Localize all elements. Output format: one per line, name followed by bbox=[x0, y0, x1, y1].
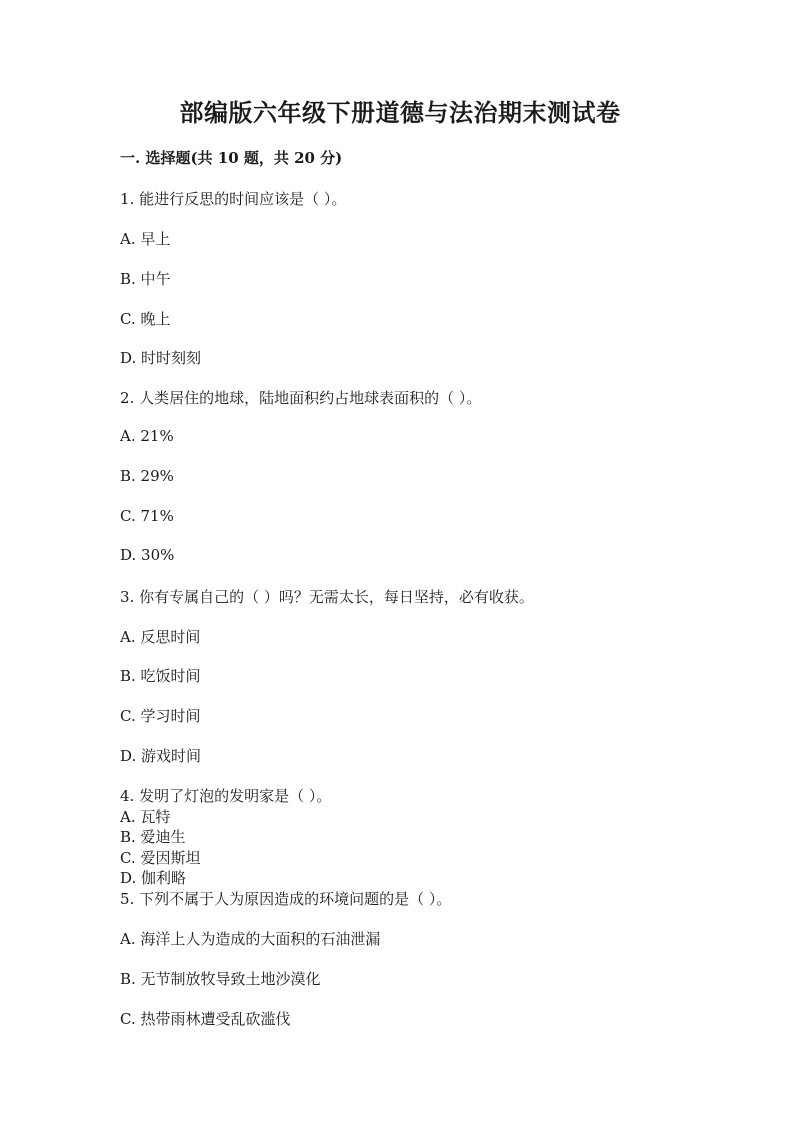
question-5-option-b: B. 无节制放牧导致土地沙漠化 bbox=[120, 970, 321, 988]
question-4-option-c: C. 爱因斯坦 bbox=[120, 849, 201, 867]
question-4-option-d: D. 伽利略 bbox=[120, 869, 187, 887]
question-3-option-d: D. 游戏时间 bbox=[120, 747, 202, 765]
question-4-option-a: A. 瓦特 bbox=[120, 808, 171, 826]
question-3-stem: 3. 你有专属自己的（ ）吗？无需太长，每日坚持，必有收获。 bbox=[120, 588, 534, 606]
question-2-option-a: A. 21% bbox=[120, 427, 174, 445]
page-title: 部编版六年级下册道德与法治期末测试卷 bbox=[179, 98, 621, 127]
question-5-stem: 5. 下列不属于人为原因造成的环境问题的是（ ）。 bbox=[120, 890, 452, 908]
question-3-option-c: C. 学习时间 bbox=[120, 707, 201, 725]
question-5-option-a: A. 海洋上人为造成的大面积的石油泄漏 bbox=[120, 930, 381, 948]
question-2-option-d: D. 30% bbox=[120, 546, 175, 564]
question-1-option-a: A. 早上 bbox=[120, 230, 171, 248]
question-4-option-b: B. 爱迪生 bbox=[120, 828, 186, 846]
question-1-stem: 1. 能进行反思的时间应该是（ ）。 bbox=[120, 190, 347, 208]
question-4-stem: 4. 发明了灯泡的发明家是（ ）。 bbox=[120, 787, 332, 805]
question-5-option-c: C. 热带雨林遭受乱砍滥伐 bbox=[120, 1010, 291, 1028]
question-1-option-b: B. 中午 bbox=[120, 270, 171, 288]
question-1-option-c: C. 晚上 bbox=[120, 310, 171, 328]
question-3-option-a: A. 反思时间 bbox=[120, 628, 201, 646]
question-2-stem: 2. 人类居住的地球，陆地面积约占地球表面积的（ ）。 bbox=[120, 389, 482, 407]
section-heading: 一. 选择题(共 10 题，共 20 分) bbox=[120, 149, 343, 167]
question-1-option-d: D. 时时刻刻 bbox=[120, 349, 202, 367]
question-2-option-c: C. 71% bbox=[120, 507, 174, 525]
question-2-option-b: B. 29% bbox=[120, 467, 174, 485]
question-3-option-b: B. 吃饭时间 bbox=[120, 667, 201, 685]
